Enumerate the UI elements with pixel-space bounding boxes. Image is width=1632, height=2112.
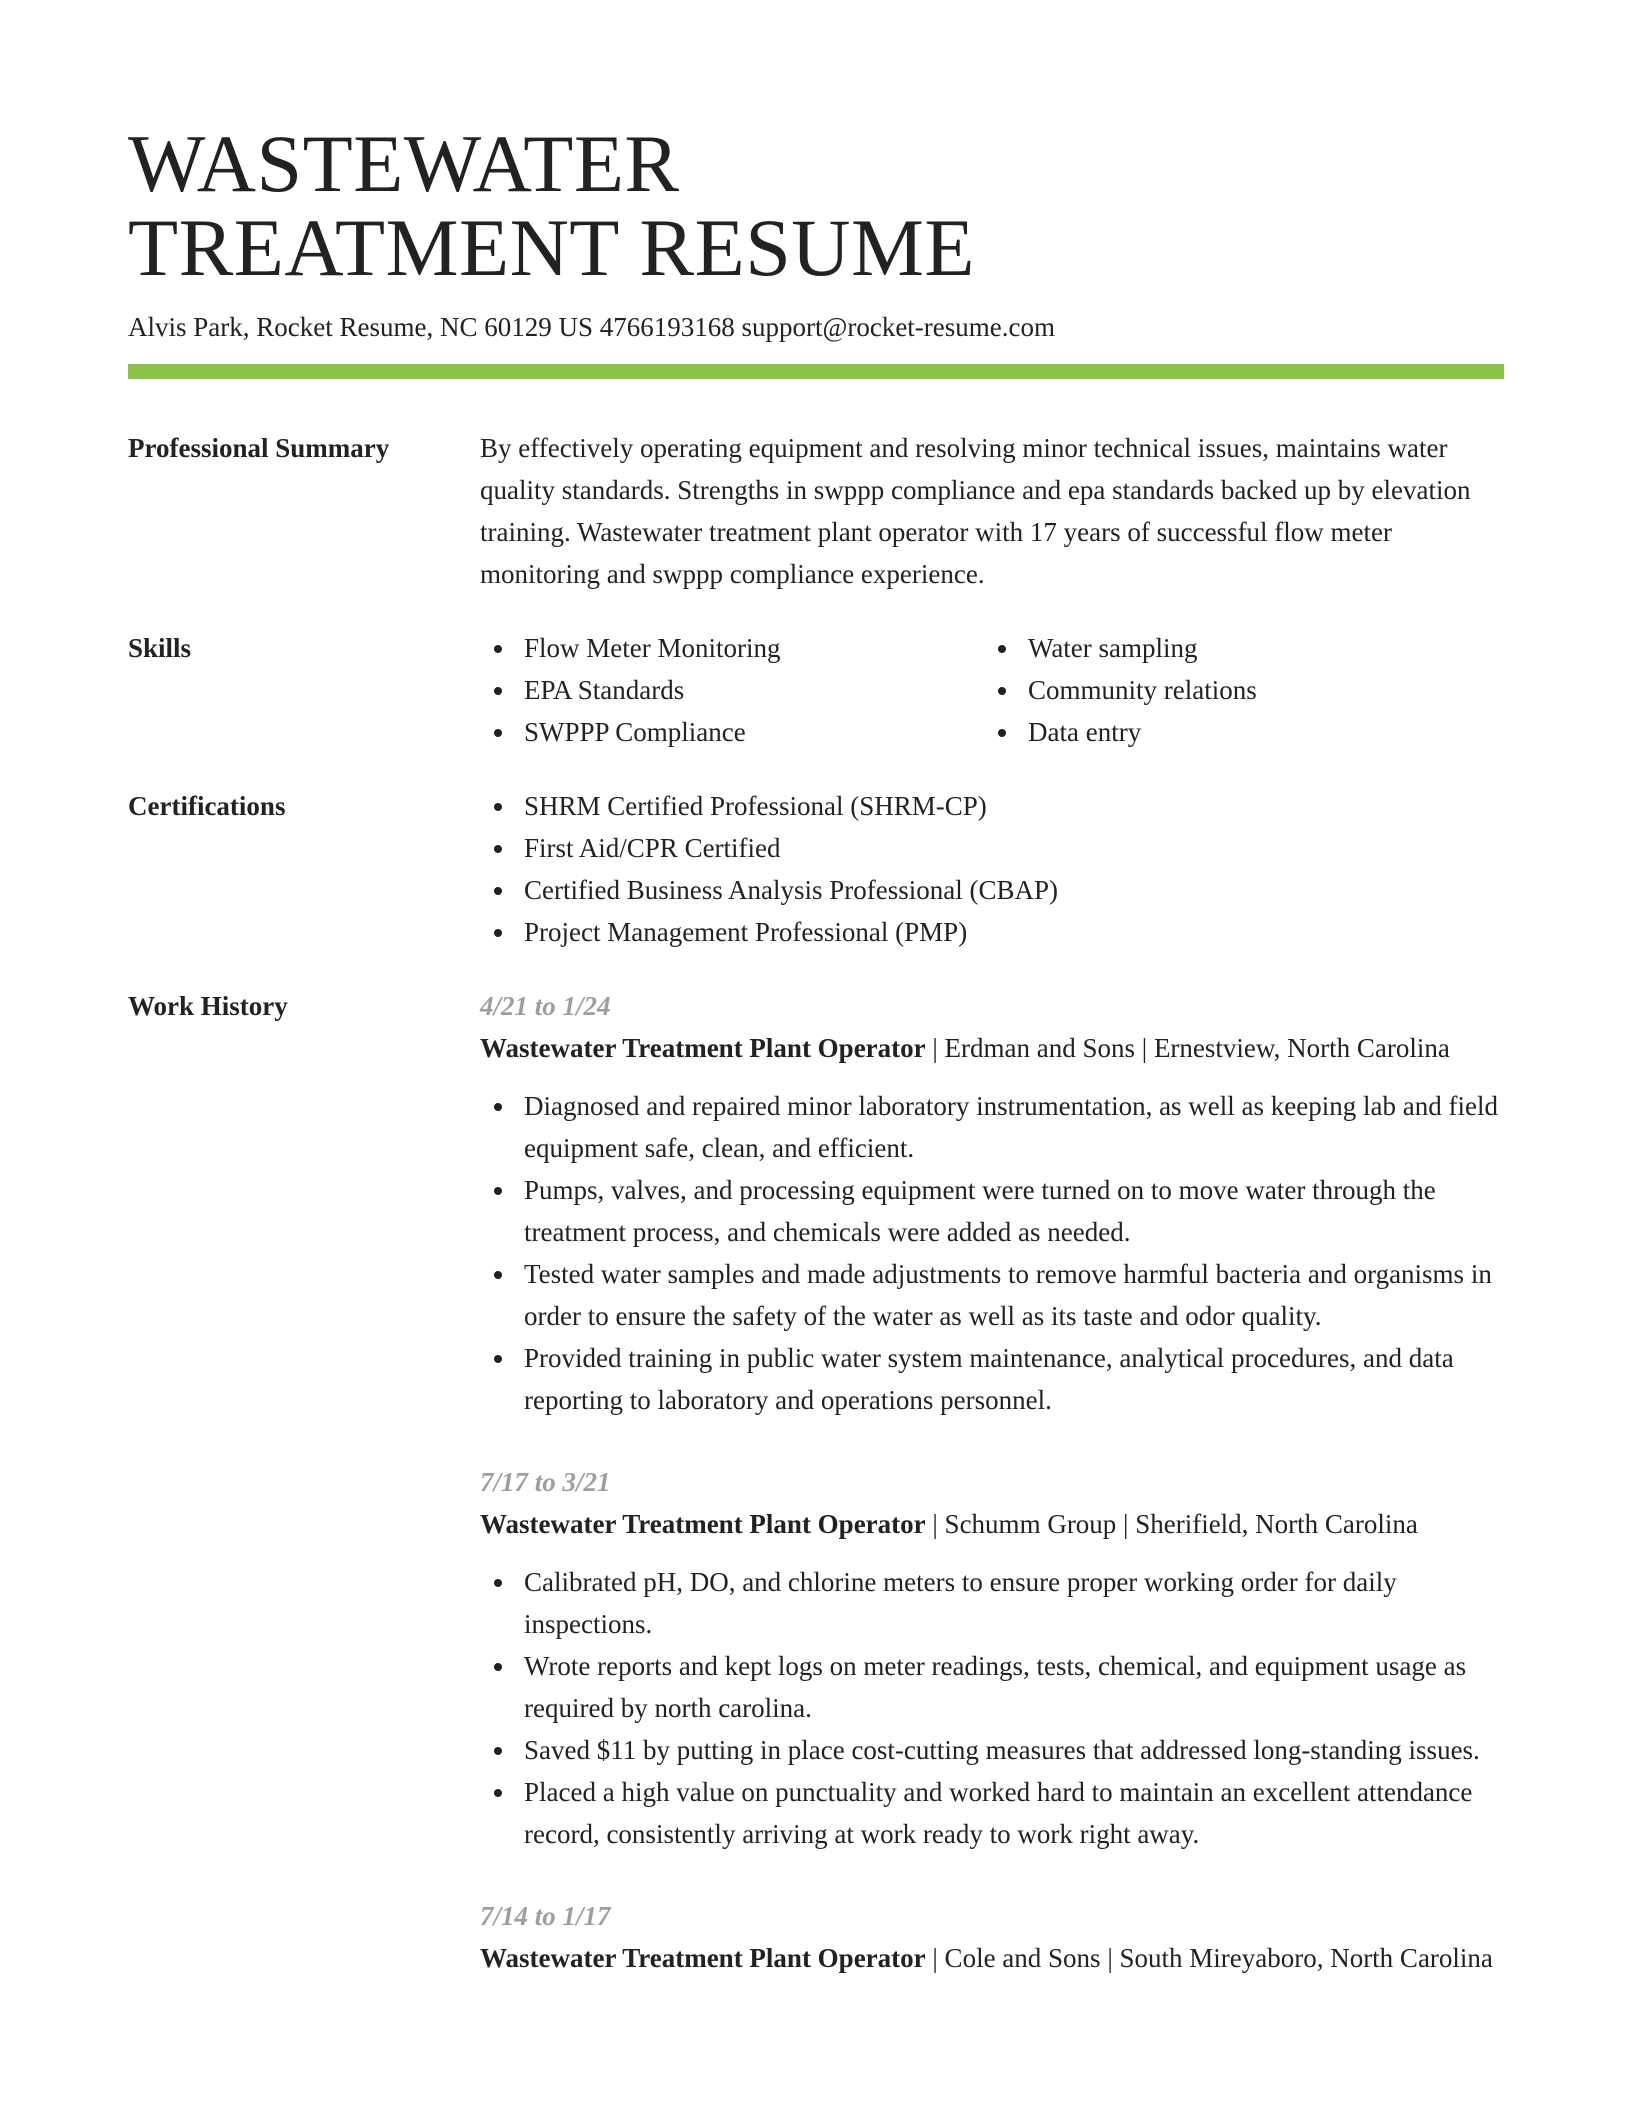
job-dates: 7/14 to 1/17 bbox=[480, 1901, 611, 1931]
work-history-body bbox=[480, 985, 1504, 2019]
job-bullets bbox=[480, 1561, 1504, 1855]
skill-item: Community relations bbox=[984, 669, 1488, 711]
skills-grid bbox=[480, 627, 1504, 753]
work-history-section bbox=[128, 985, 1504, 2019]
job-header bbox=[480, 1503, 1504, 1545]
job-bullet: Pumps, valves, and processing equipment were turned on to move water through the treatment process, and chemicals were added as needed. bbox=[480, 1169, 1504, 1253]
skills-label: Skills bbox=[128, 633, 192, 663]
skills-body bbox=[480, 627, 1504, 753]
resume-title bbox=[128, 118, 1504, 293]
job-header bbox=[480, 1027, 1504, 1069]
job-entry bbox=[480, 1895, 1504, 1979]
summary-section bbox=[128, 427, 1504, 595]
certification-item: Certified Business Analysis Professional (CBAP) bbox=[480, 869, 1504, 911]
job-header bbox=[480, 1937, 1504, 1979]
accent-divider bbox=[128, 364, 1504, 379]
job-bullet: Tested water samples and made adjustments to remove harmful bacteria and organisms in order to ensure the safety of the water as well as its taste and odor quality. bbox=[480, 1253, 1504, 1337]
job-bullet: Calibrated pH, DO, and chlorine meters to ensure proper working order for daily inspections. bbox=[480, 1561, 1504, 1645]
skills-column-1 bbox=[480, 627, 984, 753]
job-dates: 7/17 to 3/21 bbox=[480, 1467, 611, 1497]
skill-item: SWPPP Compliance bbox=[480, 711, 984, 753]
resume-page bbox=[128, 118, 1504, 2019]
skill-item: Water sampling bbox=[984, 627, 1488, 669]
certifications-label: Certifications bbox=[128, 791, 286, 821]
certification-item: First Aid/CPR Certified bbox=[480, 827, 1504, 869]
skills-column-2 bbox=[984, 627, 1488, 753]
job-title: Wastewater Treatment Plant Operator bbox=[480, 1033, 926, 1063]
job-title: Wastewater Treatment Plant Operator bbox=[480, 1509, 926, 1539]
work-history-label: Work History bbox=[128, 991, 288, 1021]
title-line-1: WASTEWATER bbox=[128, 118, 680, 209]
certification-item: Project Management Professional (PMP) bbox=[480, 911, 1504, 953]
contact-line: Alvis Park, Rocket Resume, NC 60129 US 4766193168 support@rocket-resume.com bbox=[128, 312, 1056, 342]
summary-text: By effectively operating equipment and resolving minor technical issues, maintains water quality standards. Strengths in swppp compliance and epa standards backed up by elevation training. Wastewater treatment plant operator with 17 years of successful flow meter monitoring and swppp compliance experience. bbox=[480, 433, 1471, 589]
job-details: | Schumm Group | Sherifield, North Carolina bbox=[925, 1509, 1418, 1539]
skill-item: Flow Meter Monitoring bbox=[480, 627, 984, 669]
job-entry bbox=[480, 1461, 1504, 1855]
skill-item: Data entry bbox=[984, 711, 1488, 753]
job-bullet: Diagnosed and repaired minor laboratory instrumentation, as well as keeping lab and field equipment safe, clean, and efficient. bbox=[480, 1085, 1504, 1169]
job-details: | Cole and Sons | South Mireyaboro, North Carolina bbox=[925, 1943, 1493, 1973]
job-title: Wastewater Treatment Plant Operator bbox=[480, 1943, 926, 1973]
job-bullet: Wrote reports and kept logs on meter readings, tests, chemical, and equipment usage as required by north carolina. bbox=[480, 1645, 1504, 1729]
skill-item: EPA Standards bbox=[480, 669, 984, 711]
certification-item: SHRM Certified Professional (SHRM-CP) bbox=[480, 785, 1504, 827]
job-bullets bbox=[480, 1085, 1504, 1421]
job-bullet: Placed a high value on punctuality and worked hard to maintain an excellent attendance record, consistently arriving at work ready to work right away. bbox=[480, 1771, 1504, 1855]
certifications-section bbox=[128, 785, 1504, 953]
certifications-list bbox=[480, 785, 1504, 953]
job-entry bbox=[480, 985, 1504, 1421]
skills-section bbox=[128, 627, 1504, 753]
certifications-body bbox=[480, 785, 1504, 953]
job-bullet: Saved $11 by putting in place cost-cutting measures that addressed long-standing issues. bbox=[480, 1729, 1504, 1771]
title-line-2: TREATMENT RESUME bbox=[128, 202, 976, 293]
job-bullet: Provided training in public water system maintenance, analytical procedures, and data reporting to laboratory and operations personnel. bbox=[480, 1337, 1504, 1421]
summary-label: Professional Summary bbox=[128, 433, 390, 463]
job-details: | Erdman and Sons | Ernestview, North Carolina bbox=[925, 1033, 1450, 1063]
job-dates: 4/21 to 1/24 bbox=[480, 991, 611, 1021]
